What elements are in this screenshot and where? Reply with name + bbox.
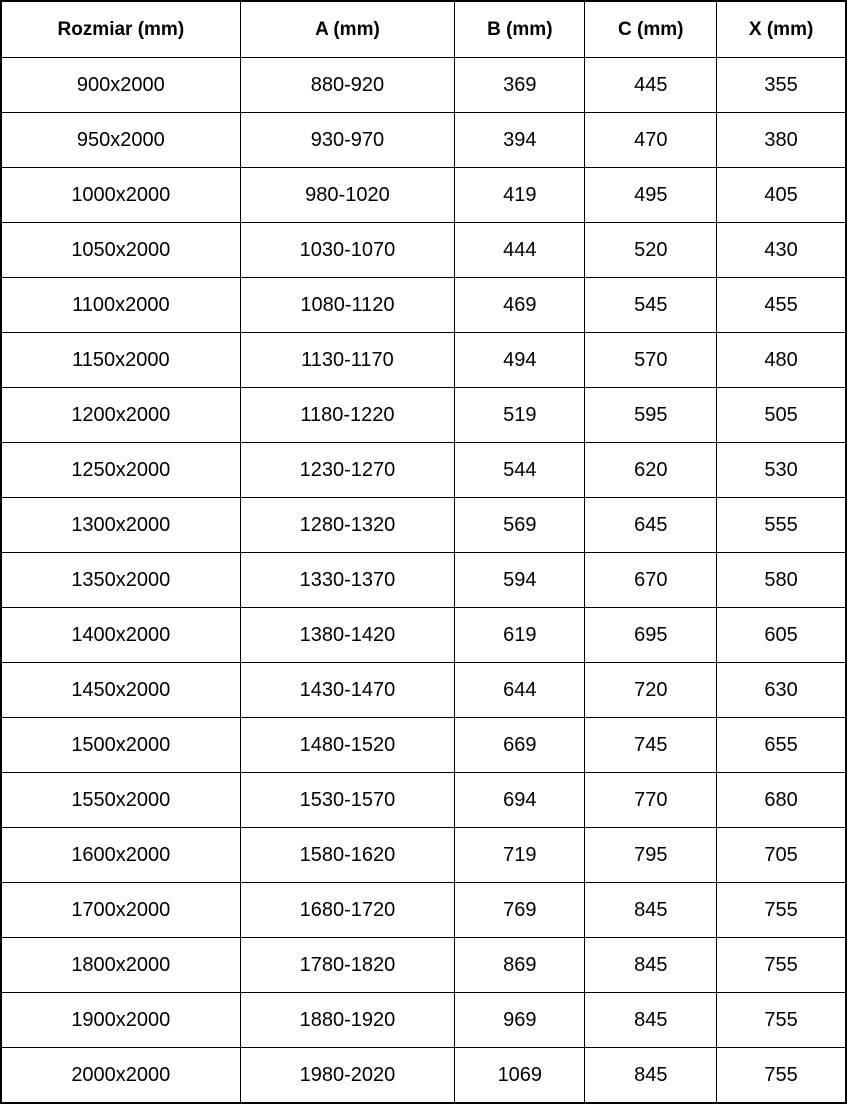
table-cell: 470 <box>585 113 717 168</box>
table-cell: 630 <box>717 663 846 718</box>
table-cell: 1680-1720 <box>240 883 455 938</box>
table-cell: 845 <box>585 1048 717 1104</box>
table-cell: 1450x2000 <box>1 663 240 718</box>
table-cell: 394 <box>455 113 585 168</box>
table-cell: 380 <box>717 113 846 168</box>
table-cell: 369 <box>455 58 585 113</box>
table-cell: 755 <box>717 883 846 938</box>
table-row <box>1 113 846 168</box>
table-cell: 1230-1270 <box>240 443 455 498</box>
column-header: Rozmiar (mm) <box>1 1 240 58</box>
table-cell: 1580-1620 <box>240 828 455 883</box>
table-cell: 1180-1220 <box>240 388 455 443</box>
table-cell: 544 <box>455 443 585 498</box>
table-cell: 845 <box>585 993 717 1048</box>
table-cell: 555 <box>717 498 846 553</box>
table-cell: 1330-1370 <box>240 553 455 608</box>
table-row <box>1 58 846 113</box>
table-cell: 1250x2000 <box>1 443 240 498</box>
table-row <box>1 278 846 333</box>
table-cell: 455 <box>717 278 846 333</box>
table-cell: 655 <box>717 718 846 773</box>
table-cell: 720 <box>585 663 717 718</box>
table-cell: 869 <box>455 938 585 993</box>
table-cell: 1300x2000 <box>1 498 240 553</box>
table-cell: 1380-1420 <box>240 608 455 663</box>
table-cell: 680 <box>717 773 846 828</box>
table-row <box>1 663 846 718</box>
table-row <box>1 993 846 1048</box>
table-cell: 1100x2000 <box>1 278 240 333</box>
table-cell: 770 <box>585 773 717 828</box>
table-cell: 580 <box>717 553 846 608</box>
table-cell: 620 <box>585 443 717 498</box>
table-row <box>1 223 846 278</box>
table-cell: 1500x2000 <box>1 718 240 773</box>
table-row <box>1 388 846 443</box>
table-cell: 645 <box>585 498 717 553</box>
table-row <box>1 773 846 828</box>
table-cell: 1400x2000 <box>1 608 240 663</box>
table-cell: 755 <box>717 993 846 1048</box>
table-cell: 1350x2000 <box>1 553 240 608</box>
table-cell: 1780-1820 <box>240 938 455 993</box>
table-cell: 570 <box>585 333 717 388</box>
column-header: X (mm) <box>717 1 846 58</box>
table-cell: 969 <box>455 993 585 1048</box>
table-row <box>1 608 846 663</box>
table-cell: 670 <box>585 553 717 608</box>
table-cell: 930-970 <box>240 113 455 168</box>
table-cell: 900x2000 <box>1 58 240 113</box>
table-row <box>1 443 846 498</box>
table-cell: 430 <box>717 223 846 278</box>
table-cell: 694 <box>455 773 585 828</box>
table-cell: 950x2000 <box>1 113 240 168</box>
table-cell: 494 <box>455 333 585 388</box>
table-cell: 505 <box>717 388 846 443</box>
table-cell: 519 <box>455 388 585 443</box>
header-row <box>1 1 846 58</box>
table-cell: 1430-1470 <box>240 663 455 718</box>
table-row <box>1 718 846 773</box>
table-cell: 1150x2000 <box>1 333 240 388</box>
table-cell: 755 <box>717 938 846 993</box>
column-header: C (mm) <box>585 1 717 58</box>
table-cell: 1700x2000 <box>1 883 240 938</box>
column-header: A (mm) <box>240 1 455 58</box>
table-cell: 1980-2020 <box>240 1048 455 1104</box>
table-row <box>1 333 846 388</box>
table-cell: 1050x2000 <box>1 223 240 278</box>
table-cell: 1080-1120 <box>240 278 455 333</box>
table-cell: 480 <box>717 333 846 388</box>
table-cell: 769 <box>455 883 585 938</box>
table-cell: 405 <box>717 168 846 223</box>
table-cell: 619 <box>455 608 585 663</box>
table-cell: 845 <box>585 938 717 993</box>
table-cell: 605 <box>717 608 846 663</box>
table-cell: 1530-1570 <box>240 773 455 828</box>
table-cell: 644 <box>455 663 585 718</box>
table-cell: 1130-1170 <box>240 333 455 388</box>
table-cell: 745 <box>585 718 717 773</box>
table-body <box>1 58 846 1104</box>
table-cell: 595 <box>585 388 717 443</box>
table-cell: 530 <box>717 443 846 498</box>
table-cell: 980-1020 <box>240 168 455 223</box>
table-cell: 444 <box>455 223 585 278</box>
table-cell: 669 <box>455 718 585 773</box>
table-cell: 355 <box>717 58 846 113</box>
table-cell: 755 <box>717 1048 846 1104</box>
table-cell: 569 <box>455 498 585 553</box>
table-cell: 1600x2000 <box>1 828 240 883</box>
table-row <box>1 553 846 608</box>
table-cell: 419 <box>455 168 585 223</box>
table-cell: 495 <box>585 168 717 223</box>
table-cell: 1880-1920 <box>240 993 455 1048</box>
table-row <box>1 883 846 938</box>
table-cell: 1280-1320 <box>240 498 455 553</box>
column-header: B (mm) <box>455 1 585 58</box>
table-cell: 1000x2000 <box>1 168 240 223</box>
table-cell: 469 <box>455 278 585 333</box>
table-cell: 1069 <box>455 1048 585 1104</box>
table-cell: 1480-1520 <box>240 718 455 773</box>
table-cell: 719 <box>455 828 585 883</box>
table-cell: 1550x2000 <box>1 773 240 828</box>
table-cell: 845 <box>585 883 717 938</box>
table-cell: 520 <box>585 223 717 278</box>
table-cell: 1800x2000 <box>1 938 240 993</box>
table-cell: 445 <box>585 58 717 113</box>
table-cell: 695 <box>585 608 717 663</box>
table-row <box>1 1048 846 1104</box>
table-cell: 1200x2000 <box>1 388 240 443</box>
table-cell: 2000x2000 <box>1 1048 240 1104</box>
table-cell: 1900x2000 <box>1 993 240 1048</box>
table-cell: 795 <box>585 828 717 883</box>
table-cell: 880-920 <box>240 58 455 113</box>
table-cell: 705 <box>717 828 846 883</box>
table-cell: 594 <box>455 553 585 608</box>
table-cell: 545 <box>585 278 717 333</box>
table-row <box>1 938 846 993</box>
table-row <box>1 498 846 553</box>
table-row <box>1 168 846 223</box>
table-row <box>1 828 846 883</box>
table-cell: 1030-1070 <box>240 223 455 278</box>
